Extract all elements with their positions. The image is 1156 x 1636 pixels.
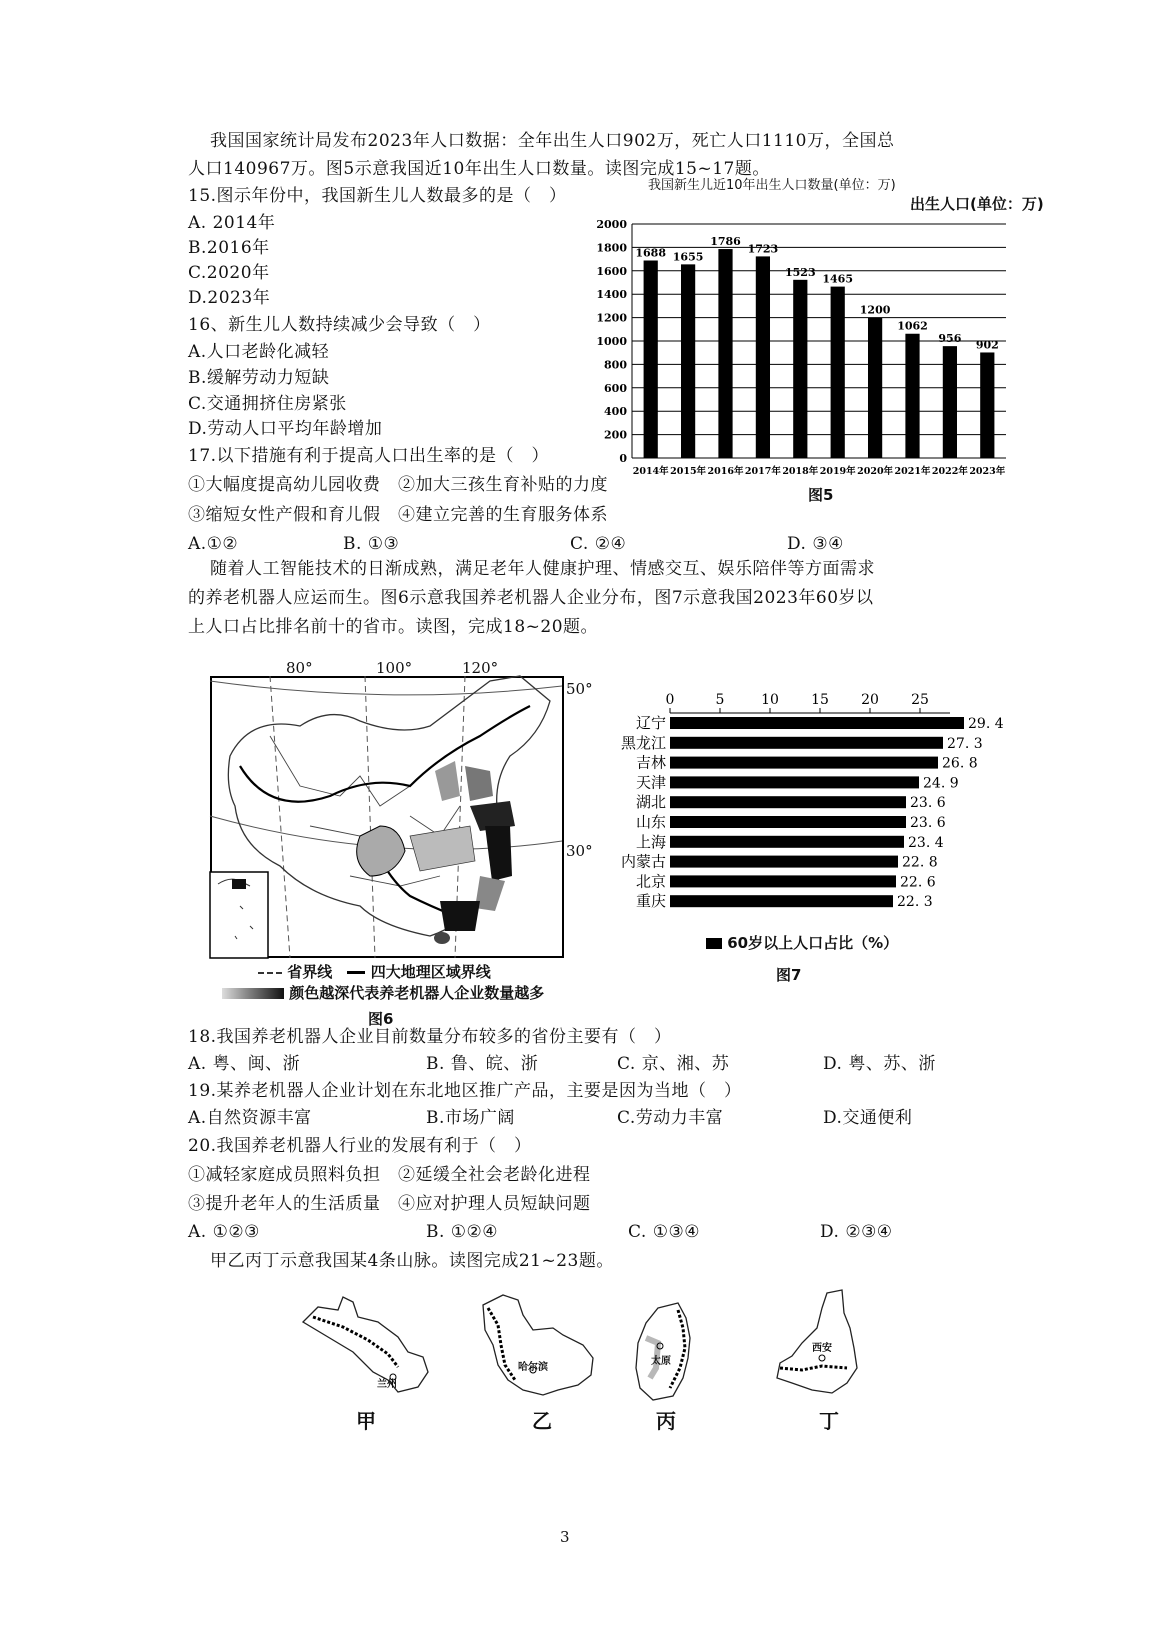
fig5-chart [590, 210, 1020, 485]
y-tick-label: 1200 [596, 311, 627, 325]
bar-value-label: 1655 [672, 250, 704, 264]
category-label: 北京 [635, 872, 666, 891]
solid-line-icon [347, 971, 365, 974]
bar [670, 796, 906, 808]
option: A.人口老龄化减轻 [188, 342, 330, 362]
bar-value-label: 1465 [822, 272, 854, 286]
option: B. ①②④ [426, 1222, 499, 1242]
bar-value-label: 29. 4 [968, 716, 1004, 732]
bar [943, 346, 957, 458]
bar [718, 249, 732, 458]
intro-line: 甲乙丙丁示意我国某4条山脉。读图完成21~23题。 [210, 1251, 614, 1271]
bar [681, 264, 695, 458]
y-tick-label: 1800 [596, 241, 627, 255]
category-label: 上海 [635, 832, 666, 851]
option: D. ②③④ [820, 1222, 893, 1242]
fig7-legend-label: 60岁以上人口占比（%） [727, 934, 899, 952]
option: D.交通便利 [823, 1108, 913, 1128]
bar [670, 816, 906, 828]
mountain-jia-map [298, 1292, 448, 1397]
bar [831, 287, 845, 458]
y-tick-label: 200 [604, 428, 627, 442]
bar [905, 334, 919, 458]
x-tick-label: 2018年 [782, 466, 819, 477]
bar-value-label: 902 [975, 338, 999, 352]
bar [793, 280, 807, 458]
fig6-caption: 图6 [368, 1010, 394, 1028]
item-line: ①大幅度提高幼儿园收费 ②加大三孩生育补贴的力度 [188, 475, 608, 495]
category-label: 重庆 [635, 892, 666, 911]
category-label: 黑龙江 [620, 733, 666, 752]
bar-value-label: 23. 6 [910, 815, 946, 831]
fig5-caption: 图5 [808, 486, 834, 504]
city-label: 西安 [812, 1343, 832, 1354]
city-label: 哈尔滨 [518, 1362, 548, 1373]
bar-value-label: 22. 3 [897, 894, 933, 911]
category-label: 内蒙古 [620, 852, 666, 871]
option: B.市场广阔 [426, 1108, 515, 1128]
fig5-unit-label: 出生人口(单位：万) [910, 195, 1044, 213]
intro-line: 上人口占比排名前十的省市。读图，完成18~20题。 [188, 617, 599, 637]
y-tick-label: 1400 [596, 288, 627, 302]
bar [670, 836, 904, 848]
intro-line: 人口140967万。图5示意我国近10年出生人口数量。读图完成15~17题。 [188, 159, 770, 179]
question-17: 17.以下措施有利于提高人口出生率的是（ ） [188, 446, 550, 466]
category-label: 天津 [635, 773, 666, 792]
legend-region-label: 四大地理区域界线 [370, 963, 491, 981]
bar-value-label: 1062 [897, 319, 928, 333]
item-line: ③提升老年人的生活质量 ④应对护理人员短缺问题 [188, 1194, 591, 1214]
intro-line: 的养老机器人应运而生。图6示意我国养老机器人企业分布，图7示意我国2023年60岁以 [188, 588, 874, 608]
bar-value-label: 1688 [635, 246, 667, 260]
question-19: 19.某养老机器人企业计划在东北地区推广产品，主要是因为当地（ ） [188, 1081, 742, 1101]
page-number: 3 [560, 1528, 570, 1546]
item-line: ③缩短女性产假和育儿假 ④建立完善的生育服务体系 [188, 505, 608, 525]
bar-value-label: 27. 3 [947, 735, 983, 752]
legend-shade [222, 982, 544, 1003]
lon-label: 120° [462, 659, 499, 677]
lon-label: 80° [286, 659, 313, 677]
question-16: 16、新生儿人数持续减少会导致（ ） [188, 315, 491, 335]
option: A.①② [188, 534, 239, 554]
option: A. 2014年 [188, 213, 276, 233]
x-tick-label: 15 [811, 692, 829, 708]
x-tick-label: 2019年 [819, 466, 856, 477]
legend-province-line [258, 961, 491, 982]
option: C. 京、湘、苏 [617, 1054, 730, 1074]
mountain-label: 丙 [656, 1409, 676, 1433]
option: B. 鲁、皖、浙 [426, 1054, 539, 1074]
option: B. ①③ [343, 534, 400, 554]
question-18: 18.我国养老机器人企业目前数量分布较多的省份主要有（ ） [188, 1027, 672, 1047]
china-map [210, 676, 565, 958]
x-tick-label: 10 [761, 692, 779, 708]
option: A. ①②③ [188, 1222, 260, 1242]
bar-value-label: 24. 9 [923, 775, 959, 792]
bar [670, 717, 964, 729]
category-label: 吉林 [635, 753, 666, 772]
bar [868, 318, 882, 458]
x-tick-label: 5 [715, 692, 725, 708]
y-tick-label: 1600 [596, 264, 627, 278]
bar [670, 856, 898, 868]
bar-value-label: 26. 8 [942, 755, 978, 772]
option: C.2020年 [188, 263, 270, 283]
bar [670, 875, 896, 887]
option: D. 粤、苏、浙 [823, 1054, 936, 1074]
bar-value-label: 1786 [710, 235, 741, 249]
lon-label: 100° [376, 659, 413, 677]
bar [670, 776, 919, 788]
mountain-label: 甲 [356, 1409, 376, 1433]
y-tick-label: 0 [619, 452, 627, 465]
city-label: 兰州 [377, 1379, 397, 1390]
y-tick-label: 600 [604, 381, 627, 395]
option: B.2016年 [188, 238, 270, 258]
x-tick-label: 20 [861, 692, 879, 708]
mountain-yi-map [463, 1290, 613, 1402]
bar-value-label: 1723 [747, 242, 779, 256]
x-tick-label: 0 [665, 692, 675, 708]
option: D. ③④ [787, 534, 844, 554]
legend-shade-label: 颜色越深代表养老机器人企业数量越多 [289, 984, 545, 1002]
bar [670, 895, 893, 907]
option: B.缓解劳动力短缺 [188, 368, 330, 388]
bar-value-label: 1523 [784, 265, 816, 279]
option: C.劳动力丰富 [617, 1108, 724, 1128]
x-tick-label: 2014年 [632, 466, 669, 477]
gradient-swatch-icon [222, 988, 284, 999]
mountain-label: 乙 [532, 1409, 552, 1433]
option: D.劳动人口平均年龄增加 [188, 419, 383, 439]
option: C.交通拥挤住房紧张 [188, 394, 347, 414]
x-tick-label: 2023年 [969, 466, 1006, 477]
legend-province-label: 省界线 [287, 963, 333, 981]
x-tick-label: 2021年 [894, 466, 931, 477]
fig7-caption: 图7 [776, 966, 802, 984]
y-tick-label: 2000 [596, 218, 627, 231]
category-label: 湖北 [635, 793, 666, 812]
option: C. ①③④ [628, 1222, 700, 1242]
mountain-label: 丁 [819, 1409, 839, 1433]
legend-swatch-icon [706, 938, 722, 949]
option: C. ②④ [570, 534, 627, 554]
y-tick-label: 400 [604, 405, 627, 419]
x-tick-label: 2016年 [707, 466, 744, 477]
x-tick-label: 2022年 [931, 466, 968, 477]
bar-value-label: 22. 6 [900, 874, 936, 891]
y-tick-label: 1000 [596, 335, 627, 348]
fig5-title: 我国新生儿近10年出生人口数量(单位：万) [648, 178, 896, 193]
lat-label: 30° [566, 842, 593, 860]
question-15: 15.图示年份中，我国新生儿人数最多的是（ ） [188, 186, 567, 206]
dashed-line-icon [258, 972, 282, 974]
x-tick-label: 2015年 [670, 466, 707, 477]
fig7-legend [706, 932, 898, 953]
intro-line: 我国国家统计局发布2023年人口数据：全年出生人口902万，死亡人口1110万，全国总 [210, 131, 895, 151]
bar-value-label: 23. 6 [910, 795, 946, 812]
item-line: ①减轻家庭成员照料负担 ②延缓全社会老龄化进程 [188, 1165, 591, 1185]
option: D.2023年 [188, 288, 271, 308]
city-label: 太原 [651, 1356, 671, 1367]
x-tick-label: 2017年 [744, 466, 781, 477]
bar-value-label: 1200 [859, 303, 891, 317]
intro-line: 随着人工智能技术的日渐成熟，满足老年人健康护理、情感交互、娱乐陪伴等方面需求 [210, 559, 875, 579]
bar [670, 737, 943, 749]
bar [756, 256, 770, 458]
bar-value-label: 956 [938, 332, 962, 346]
x-tick-label: 25 [911, 692, 929, 708]
bar [644, 261, 658, 458]
fig7-chart [618, 690, 1004, 952]
option: A. 粤、闽、浙 [188, 1054, 301, 1074]
lat-label: 50° [566, 680, 593, 698]
category-label: 辽宁 [635, 714, 666, 732]
bar-value-label: 22. 8 [902, 854, 938, 871]
x-tick-label: 2020年 [857, 466, 894, 477]
option: A.自然资源丰富 [188, 1108, 312, 1128]
y-tick-label: 800 [604, 358, 627, 372]
bar [980, 352, 994, 458]
question-20: 20.我国养老机器人行业的发展有利于（ ） [188, 1136, 532, 1156]
category-label: 山东 [635, 813, 666, 831]
bar [670, 757, 938, 769]
bar-value-label: 23. 4 [908, 834, 944, 851]
